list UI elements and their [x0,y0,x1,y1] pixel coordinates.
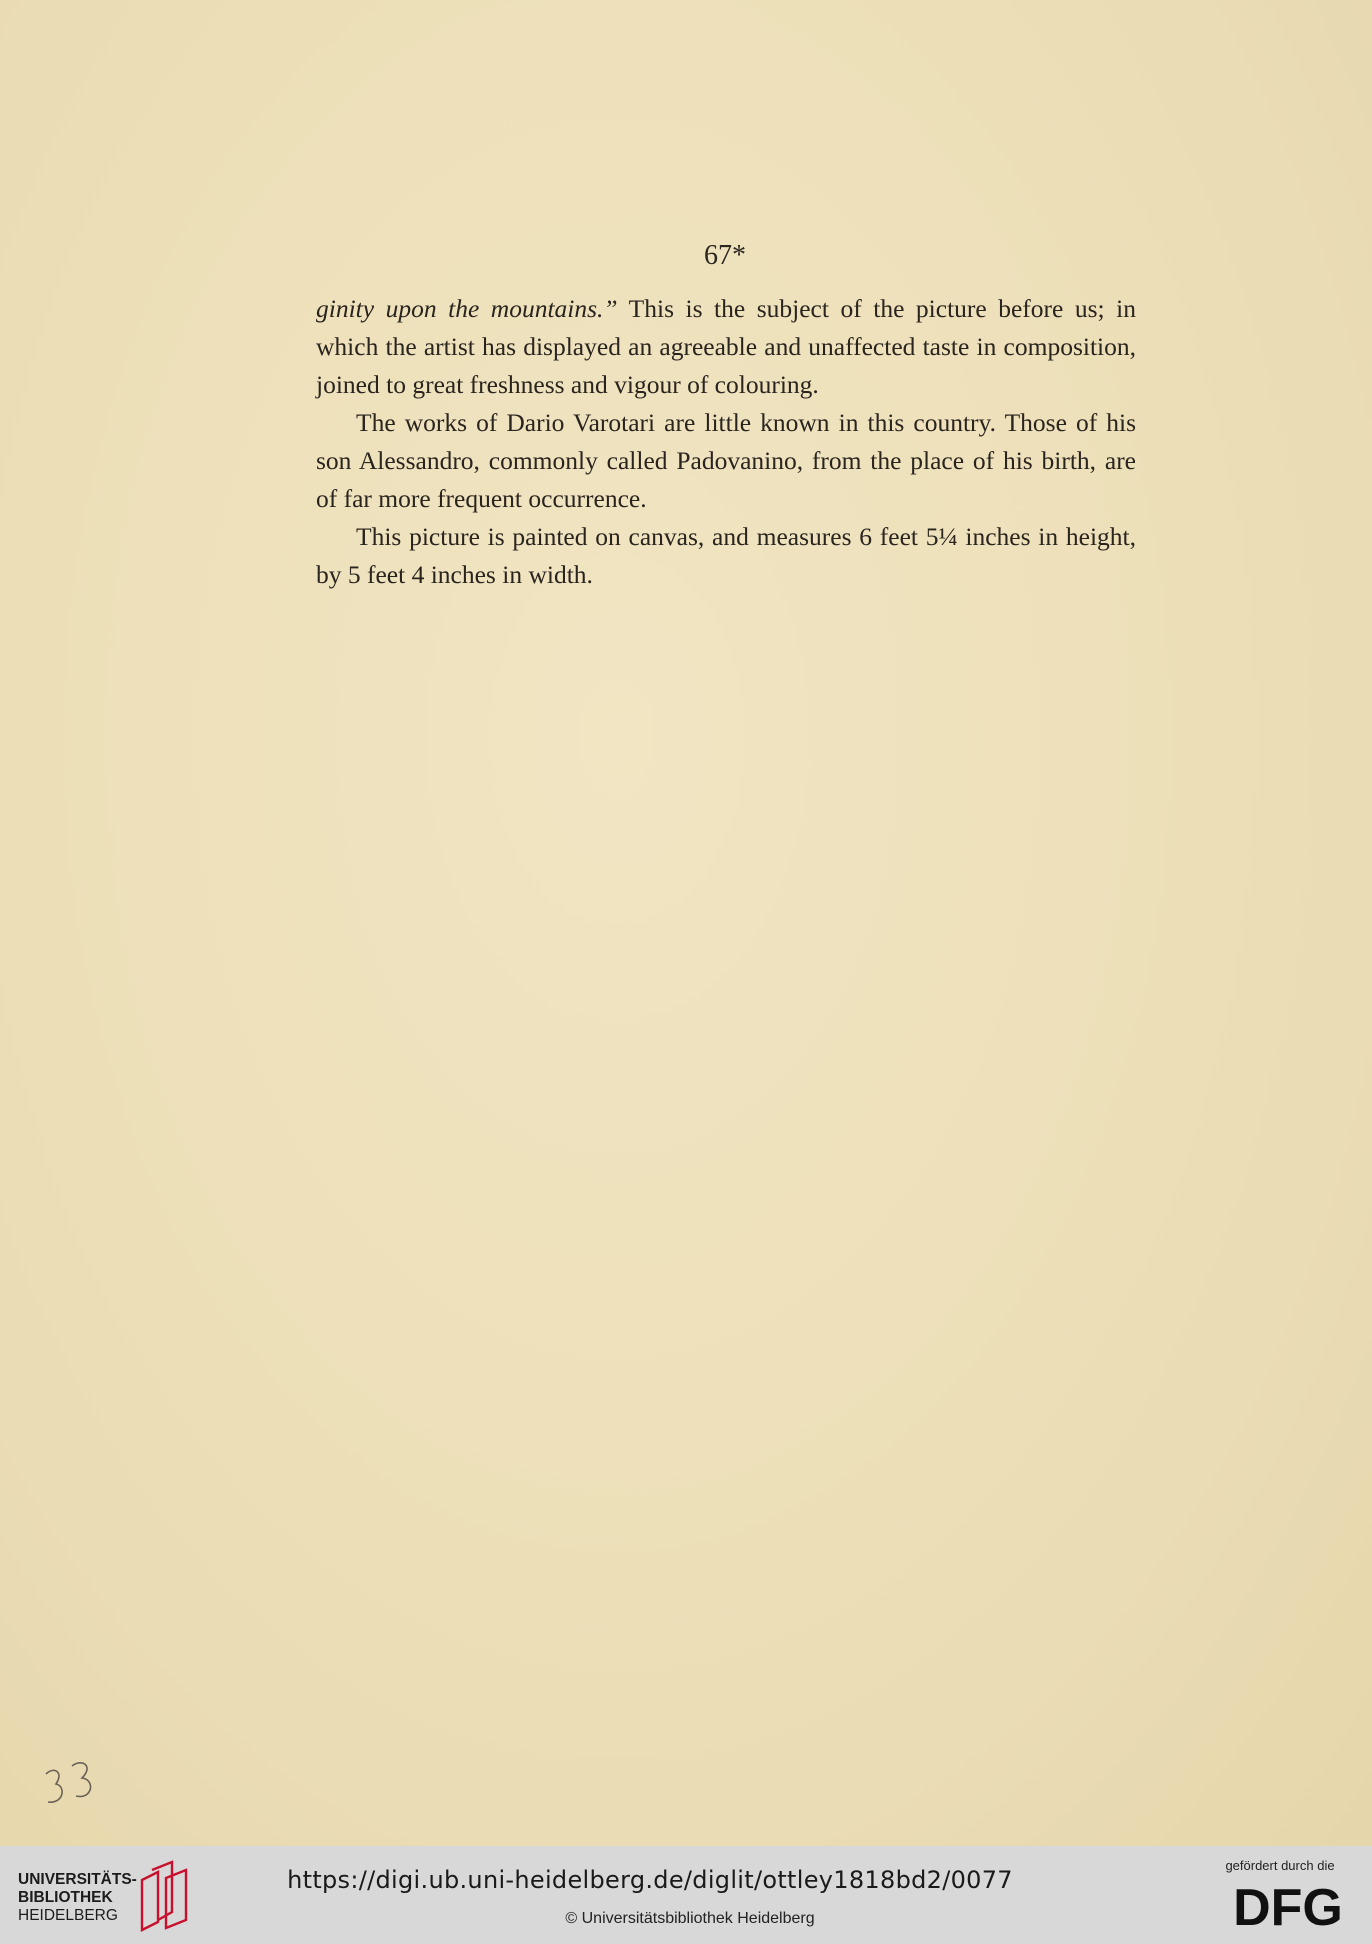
library-logo-icon [138,1858,190,1934]
body-text [316,290,1136,594]
paragraph-2: The works of Dario Varotari are little known in this country. Those of his son Alessandro, commonly called Padovanino, from the place of his birth, are of far more frequent occurrence. [316,408,1136,513]
dfg-logo-text: DFG [1233,1879,1343,1934]
dfg-logo-icon [1216,1878,1360,1934]
library-name-line2: BIBLIOTHEK [18,1889,113,1906]
handwritten-pencil-mark [38,1752,108,1822]
copyright-notice: © Universitätsbibliothek Heidelberg [565,1910,815,1927]
document-url[interactable]: https://digi.ub.uni-heidelberg.de/diglit/ottley1818bd2/0077 [287,1866,1013,1894]
paragraph-3: This picture is painted on canvas, and measures 6 feet 5¼ inches in height, by 5 feet 4 inches in width. [316,522,1136,589]
funding-label: gefördert durch die [1225,1858,1335,1873]
page-number: 67* [704,240,746,271]
library-name-line3: HEIDELBERG [18,1907,118,1924]
footer-bar [0,1846,1372,1944]
paragraph-1-italic-lead: ginity upon the mountains.” [316,294,618,323]
library-name [18,1871,137,1925]
paragraph-1-text: This is the subject of the picture before us; in which the artist has displayed an agreeable and unaffected taste in composition, joined to great freshness and vigour of colouring. [316,294,1136,399]
paragraph-1 [316,290,1136,404]
library-name-line1: UNIVERSITÄTS- [18,1871,137,1888]
